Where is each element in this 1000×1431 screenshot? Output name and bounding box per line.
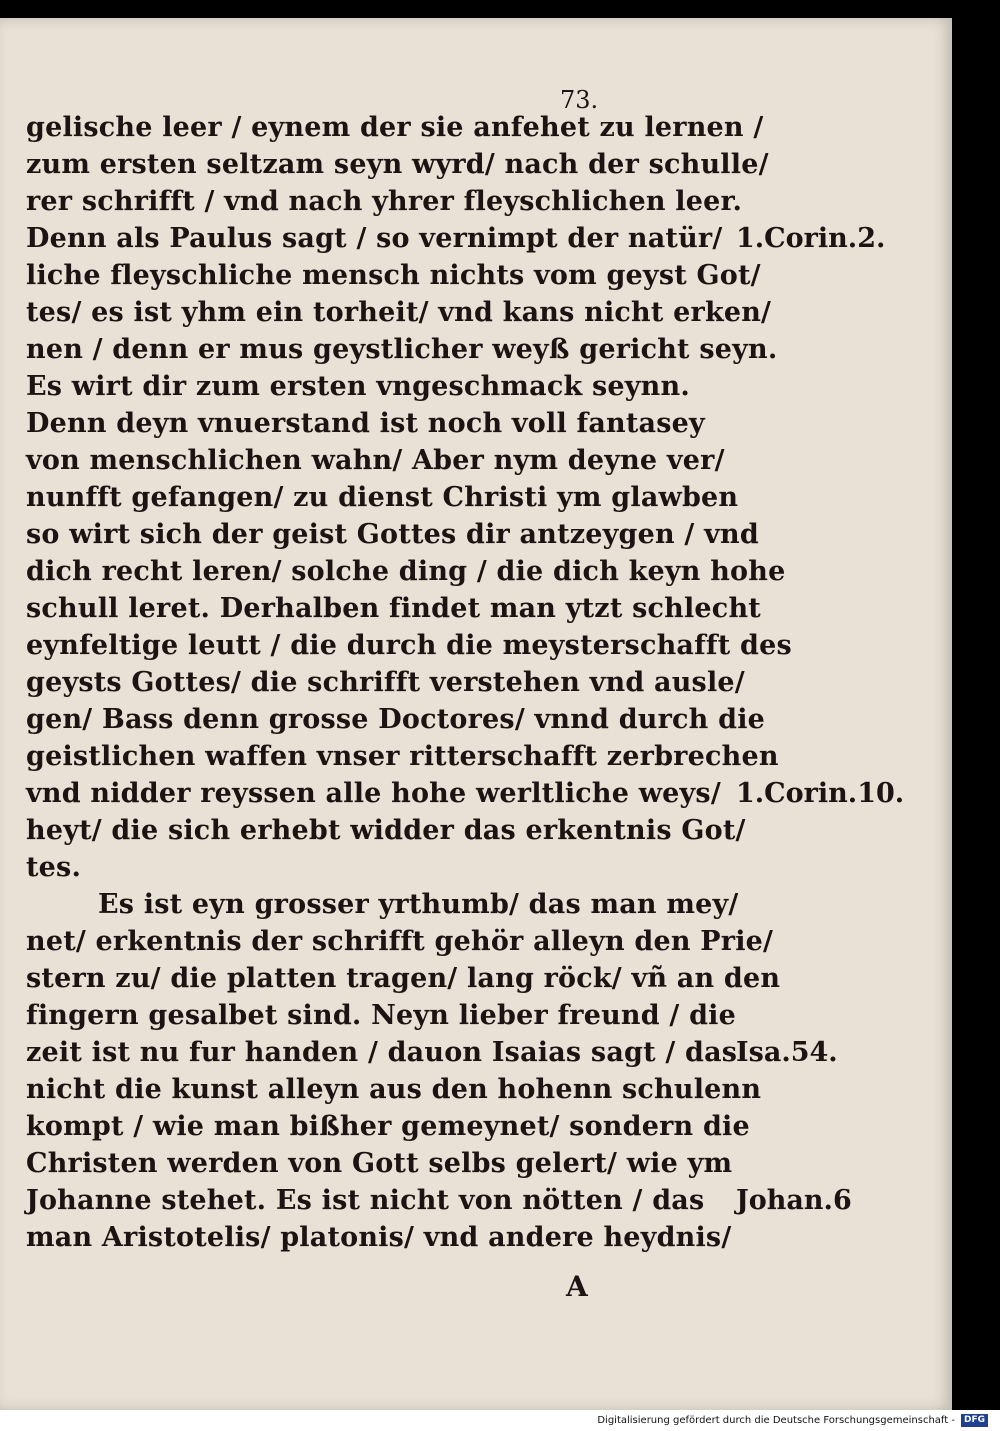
- text-line: von menschlichen wahn/ Aber nym deyne ver/: [26, 445, 725, 476]
- text-line: heyt/ die sich erhebt widder das erkentnis Got/: [26, 815, 746, 846]
- text-line: kompt / wie man bißher gemeynet/ sondern die: [26, 1111, 750, 1142]
- text-line: nicht die kunst alleyn aus den hohenn schulenn: [26, 1074, 762, 1105]
- text-line: man Aristotelis/ platonis/ vnd andere heydnis/: [26, 1222, 732, 1253]
- margin-note: 1.Corin.10.: [736, 778, 905, 809]
- text-line: zeit ist nu fur handen / dauon Isaias sagt / das: [26, 1037, 738, 1068]
- text-line: Es wirt dir zum ersten vngeschmack seynn.: [26, 371, 690, 402]
- text-line: fingern gesalbet sind. Neyn lieber freund / die: [26, 1000, 737, 1031]
- text-line: geistlichen waffen vnser ritterschafft zerbrechen: [26, 741, 779, 772]
- text-line: liche fleyschliche mensch nichts vom geyst Got/: [26, 260, 761, 291]
- text-line: tes/ es ist yhm ein torheit/ vnd kans nicht erken/: [26, 297, 772, 328]
- text-line: so wirt sich der geist Gottes dir antzeygen / vnd: [26, 519, 759, 550]
- text-line: Christen werden von Gott selbs gelert/ wie ym: [26, 1148, 733, 1179]
- margin-note: Johan.6: [736, 1185, 852, 1216]
- text-line: eynfeltige leutt / die durch die meysterschafft des: [26, 630, 792, 661]
- text-line: vnd nidder reyssen alle hohe werltliche weys/: [26, 778, 721, 809]
- text-line: zum ersten seltzam seyn wyrd/ nach der schulle/: [26, 149, 769, 180]
- book-page: [0, 18, 952, 1410]
- margin-note: Isa.54.: [736, 1037, 838, 1068]
- margin-note: 1.Corin.2.: [736, 223, 886, 254]
- signature-mark: A: [566, 1270, 588, 1303]
- text-line: nen / denn er mus geystlicher weyß gericht seyn.: [26, 334, 778, 365]
- text-line: stern zu/ die platten tragen/ lang röck/ vñ an den: [26, 963, 781, 994]
- text-line: gelische leer / eynem der sie anfehet zu lernen /: [26, 112, 764, 143]
- text-line: net/ erkentnis der schrifft gehör alleyn den Prie/: [26, 926, 774, 957]
- text-line: rer schrifft / vnd nach yhrer fleyschlichen leer.: [26, 186, 743, 217]
- page-number: 73.: [560, 86, 599, 114]
- footer-bar: [0, 1410, 1000, 1431]
- dfg-logo: DFG: [961, 1414, 988, 1427]
- text-line: geysts Gottes/ die schrifft verstehen vnd ausle/: [26, 667, 745, 698]
- text-line: gen/ Bass denn grosse Doctores/ vnnd durch die: [26, 704, 766, 735]
- text-line: Denn als Paulus sagt / so vernimpt der natür/: [26, 223, 723, 254]
- footer-text: Digitalisierung gefördert durch die Deutsche Forschungsgemeinschaft -: [597, 1415, 955, 1426]
- text-line: Es ist eyn grosser yrthumb/ das man mey/: [98, 889, 739, 920]
- text-line: nunfft gefangen/ zu dienst Christi ym glawben: [26, 482, 739, 513]
- text-line: schull leret. Derhalben findet man ytzt schlecht: [26, 593, 761, 624]
- text-line: tes.: [26, 852, 82, 883]
- text-line: dich recht leren/ solche ding / die dich keyn hohe: [26, 556, 786, 587]
- text-line: Denn deyn vnuerstand ist noch voll fantasey: [26, 408, 705, 439]
- text-line: Johanne stehet. Es ist nicht von nötten / das: [26, 1185, 705, 1216]
